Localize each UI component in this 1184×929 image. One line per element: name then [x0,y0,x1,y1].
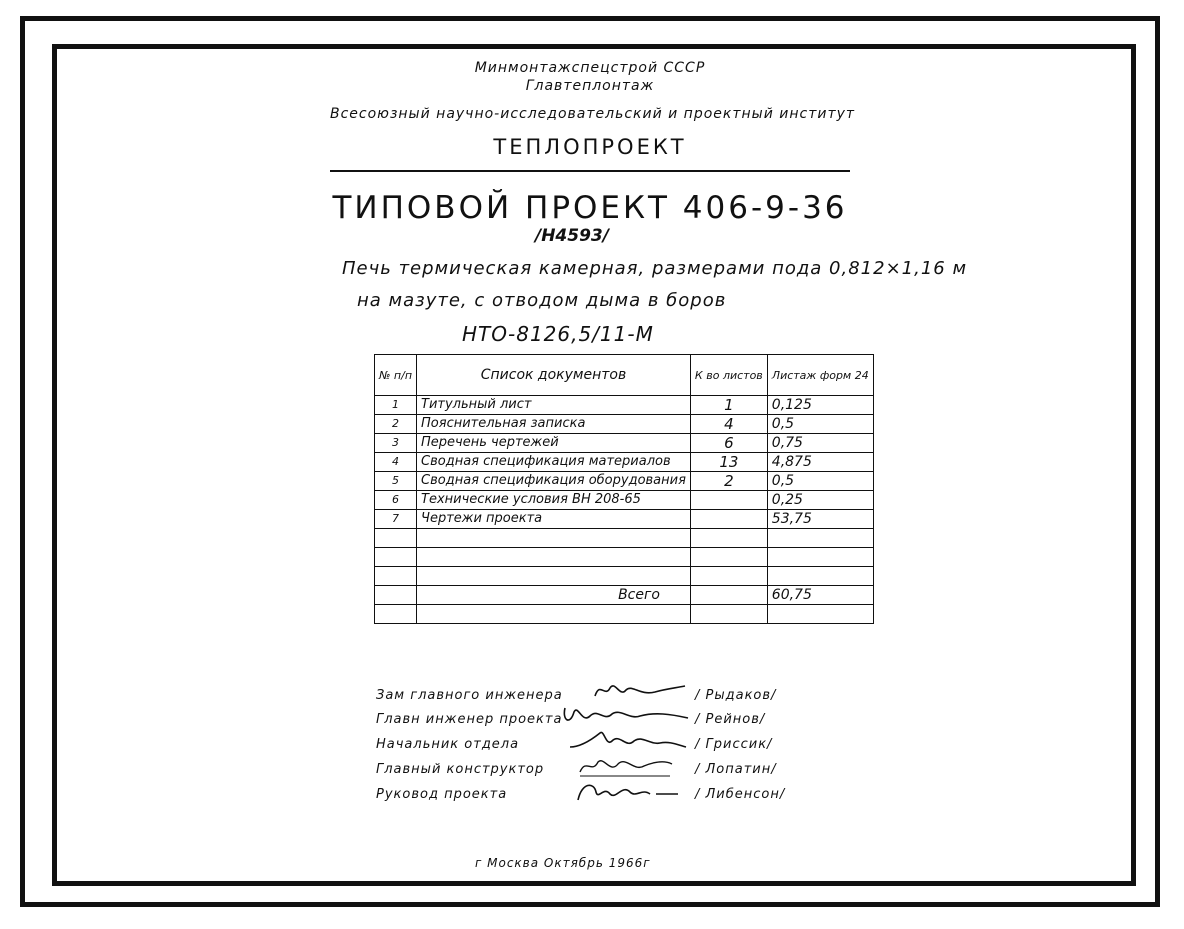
col-count-header: К во листов [690,355,767,396]
row-format-24: 0,5 [767,415,873,434]
total-label: Всего [417,586,691,605]
row-sheet-count: 2 [690,472,767,491]
row-document-name: Чертежи проекта [417,510,691,529]
row-sheet-count: 6 [690,434,767,453]
table-row [375,472,874,491]
row-number: 4 [375,453,417,472]
signature-scribble-4 [560,752,690,778]
row-format-24 [767,548,873,567]
institute-line: Всесоюзный научно-исследовательский и проектный институт [330,106,856,122]
row-sheet-count: 13 [690,453,767,472]
table-body [375,396,874,586]
table-row [375,491,874,510]
row-number: 3 [375,434,417,453]
row-sheet-count: 1 [690,396,767,415]
row-format-24: 0,125 [767,396,873,415]
row-document-name: Пояснительная записка [417,415,691,434]
row-document-name: Титульный лист [417,396,691,415]
row-sheet-count [690,548,767,567]
row-document-name [417,567,691,586]
signature-name-2: / Рейнов/ [695,712,766,727]
signature-name-3: / Гриссик/ [695,737,773,752]
row-number [375,548,417,567]
organization-name: ТЕПЛОПРОЕКТ [493,135,687,159]
signature-name-4: / Лопатин/ [695,762,777,777]
table-row [375,510,874,529]
signature-role-2: Главн инженер проекта [376,712,563,727]
row-sheet-count: 4 [690,415,767,434]
row-document-name: Перечень чертежей [417,434,691,453]
col-format-header: Листаж форм 24 [767,355,873,396]
col-name-header: Список документов [417,355,691,396]
ministry-line: Минмонтажспецстрой СССР [474,60,706,76]
signature-name-1: / Рыдаков/ [695,688,777,703]
row-number: 2 [375,415,417,434]
row-number: 6 [375,491,417,510]
row-number: 5 [375,472,417,491]
row-document-name: Технические условия ВН 208-65 [417,491,691,510]
row-sheet-count [690,491,767,510]
project-description-line2: на мазуте, с отводом дыма в боров [357,290,727,311]
row-number [375,529,417,548]
signature-role-4: Главный конструктор [376,762,545,777]
table-row [375,529,874,548]
table-row [375,396,874,415]
row-format-24: 4,875 [767,453,873,472]
row-format-24: 0,25 [767,491,873,510]
row-format-24: 0,5 [767,472,873,491]
table-row [375,453,874,472]
row-number: 7 [375,510,417,529]
row-number: 1 [375,396,417,415]
furnace-model: НТО-8126,5/11-М [462,322,654,346]
row-document-name [417,529,691,548]
row-document-name [417,548,691,567]
row-document-name: Сводная спецификация материалов [417,453,691,472]
signature-role-5: Руковод проекта [376,787,508,802]
row-sheet-count [690,567,767,586]
row-sheet-count [690,510,767,529]
footer-place-date: г Москва Октябрь 1966г [475,856,651,870]
row-sheet-count [690,529,767,548]
row-document-name: Сводная спецификация оборудования [417,472,691,491]
row-format-24 [767,567,873,586]
row-format-24: 53,75 [767,510,873,529]
signature-scribble-2 [560,702,690,728]
signature-scribble-3 [560,727,690,753]
project-description-line1: Печь термическая камерная, размерами пода 0,812×1,16 м [342,258,968,279]
table-empty-row [375,605,874,624]
table-row [375,434,874,453]
header-divider [330,170,850,172]
table-total-row [375,586,874,605]
row-format-24 [767,529,873,548]
signature-scribble-5 [560,778,690,804]
table-row [375,548,874,567]
table-row [375,415,874,434]
signature-role-1: Зам главного инженера [376,688,563,703]
project-title: ТИПОВОЙ ПРОЕКТ 406-9-36 [332,190,848,226]
department-line: Главтеплонтаж [525,78,655,94]
row-format-24: 0,75 [767,434,873,453]
col-num-header: № п/п [375,355,417,396]
signature-role-3: Начальник отдела [376,737,520,752]
table-row [375,567,874,586]
signature-name-5: / Либенсон/ [695,787,786,802]
documents-table [374,354,874,624]
project-code: /Н4593/ [535,226,609,246]
table-header-row [375,355,874,396]
row-number [375,567,417,586]
signature-scribble-1 [560,676,690,702]
total-value: 60,75 [767,586,873,605]
